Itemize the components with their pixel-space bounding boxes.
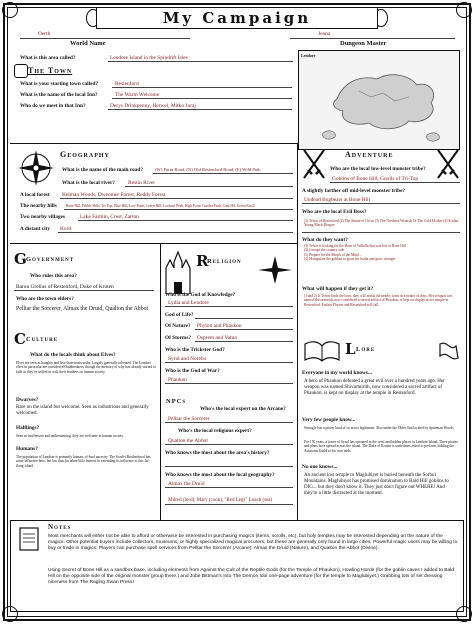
- dwarves-label: Dwarves?: [16, 397, 39, 403]
- want-item: (3) Prepare for the Mouth of the Mind...: [304, 252, 362, 257]
- notes-heading: Notes: [48, 523, 72, 531]
- halflings-label: Halflings?: [16, 425, 40, 431]
- hills-line: [64, 209, 293, 210]
- road-label: What is the name of the main road?: [62, 167, 143, 173]
- divider: [10, 243, 297, 244]
- compass-rose-icon: [16, 148, 56, 188]
- dm-line: [290, 38, 455, 39]
- river-line: [125, 186, 293, 187]
- rules-label: Who rules this area?: [30, 273, 77, 279]
- few-value-2[interactable]: For 150 years, a tower of Syrul has operated in the crest and hidden places in Lendore Island. Three pirates and plans have spread across the island. The Duke of Kroten is sometimes asked to perform, bidding the Assassins Guild to his own ends.: [304, 440, 458, 453]
- want-list[interactable]: [304, 244, 460, 262]
- forest-label: A local forest: [20, 192, 50, 198]
- arcane-value[interactable]: Pelltar the Sorcerer: [168, 416, 210, 422]
- government-heading: Government: [26, 256, 75, 263]
- storms-label: Of Storms?: [165, 335, 192, 341]
- tribe-value[interactable]: Goblins of Bone Hill, Gnolls of Tri-Top: [332, 176, 419, 182]
- religious-line: [165, 444, 293, 445]
- npcs-heading: NPCs: [166, 398, 187, 405]
- religious-value[interactable]: Qualton the Abbot: [168, 438, 208, 444]
- villages-line: [78, 220, 293, 221]
- culture-dropcap: C: [14, 330, 26, 348]
- notes-paragraph-1[interactable]: Most merchants will either not be able to afford or otherwise be interested in purchasing magics (items, scrolls, etc), but holy temples may be interested depending on the nature of the magics. Other potential buyers include collectors, museums, or highly specialized magical procurers, but these are generally only found in large cities. Powerful magic users may be willing to buy or trade in magics. Players can purchase spell services from Pelltar the Sorcerer (Arcane), Almax the Druid (Nature), and Qualton the Abbot (Divine).: [48, 534, 458, 551]
- halflings-value[interactable]: Seen as inoffensive and unthreatening, they are welcome in human society.: [16, 434, 124, 438]
- arcane-label: Who's the local expert on the Arcane?: [200, 406, 286, 412]
- boss-line: [302, 232, 460, 233]
- scroll-icon: [14, 524, 44, 554]
- tribe-line: [330, 182, 460, 183]
- dm-label: Dungeon Master: [340, 40, 387, 47]
- area-value[interactable]: Lendore Island in the Spindrift Isles: [110, 55, 188, 61]
- map-label: Lendore: [301, 53, 316, 58]
- forest-value[interactable]: Kelman Woods, Dweomer Forest, Reddy Forest: [62, 192, 166, 198]
- town-name-value[interactable]: Restenford: [115, 81, 139, 87]
- compass-star-icon: [258, 256, 292, 284]
- corner-ornament-tr: [456, 2, 472, 18]
- religious-label: Who's the local religious expert?: [178, 428, 252, 434]
- town-name-line: [112, 87, 292, 88]
- area-line: [108, 61, 293, 62]
- city-label: A distant city: [20, 226, 51, 232]
- forest-line: [60, 198, 293, 199]
- want-item: (2) Corrupt the country side: [304, 248, 345, 253]
- war-line: [165, 383, 293, 384]
- meet-line: [108, 109, 292, 110]
- slightly-line: [302, 203, 460, 204]
- trickster-value[interactable]: Syrul and Norebo: [168, 356, 207, 362]
- everyone-value[interactable]: A hero of Phaukon defeated a great evil over a hundred years ago. Her weapon was named Shivarmirith, now considered a sacred artifact of Phaukon, is kept on display at the temple in Restenford.: [304, 379, 445, 396]
- rules-line: [14, 290, 154, 291]
- npc-extra-line: [165, 504, 293, 505]
- river-value[interactable]: Restin River: [128, 180, 156, 186]
- boss-label: Who are the local Evil Boss?: [302, 209, 367, 215]
- want-item: (4) Manipulate the goblins to grow his horde and grow stronger: [304, 257, 396, 262]
- notes-paragraph-2[interactable]: Using Secret of Bone Hill as a sandbox base, including elements from Against the Cult of the Reptile Gods (for the Temple of Phaukon), Howling Horde (for the goblin caves I added to Bald Hill on the opposite side of the original monster group there.) and Jobe Bittman's Into The Demon Idol one-page adventure (for the temple to Maglubiyet.) Grabbing lots of set dressing niceness from The Raging Swan Press!: [48, 568, 455, 585]
- town-heading: The Town: [28, 66, 73, 75]
- nature-label: Of Nature?: [165, 323, 191, 329]
- none-label: No one knows...: [302, 464, 338, 470]
- rules-value[interactable]: Baron Grellus of Restenford, Duke of Kroten: [16, 284, 114, 290]
- area-label: What is this area called?: [20, 55, 76, 61]
- storms-value[interactable]: Osprem and Vatun: [197, 335, 238, 341]
- open-book-icon: [303, 340, 341, 362]
- none-value[interactable]: An ancient lost temple to Maglubiyet is buried beneath the Sorbul Mountains. Maglubiyet has promised domination to Bald Hill goblins to DIG... but they don't know it. They just don't figure out WHERE! And they're a little distracted at the moment.: [304, 473, 449, 496]
- happen-label: What will happen if they get it?: [302, 286, 374, 292]
- divider: [297, 243, 298, 520]
- knowledge-value[interactable]: Lydia and Lendore: [168, 300, 209, 306]
- geography-heading: Geography: [60, 150, 110, 159]
- arcane-line: [165, 422, 293, 423]
- humans-value[interactable]: The population of Lendore is primarily human, of Suel ancestry. The Scarlet Brotherhood has some influence here, but has thus far taken little interest in extending its influence to this far-flung island.: [16, 455, 151, 468]
- island-map: [299, 51, 459, 149]
- elves-label: What do the locals think about Elves?: [30, 352, 116, 358]
- slightly-value[interactable]: Undead Bugbears at Bone Hill: [304, 197, 371, 203]
- humans-label: Humans?: [16, 446, 38, 452]
- road-value[interactable]: (W) Farm Road, (N) Old Restenford Road, (E) Wild Path: [155, 167, 261, 172]
- page-title: My Campaign: [162, 9, 312, 27]
- geo-expert-label: Who knows the most about the local geography?: [165, 472, 275, 478]
- elders-label: Who are the town elders?: [16, 296, 74, 302]
- religion-heading: Religion: [207, 258, 242, 265]
- culture-heading: Culture: [26, 336, 59, 343]
- title-banner: [96, 7, 378, 29]
- villages-label: Two nearby villages: [20, 214, 65, 220]
- tribe-label: Who are the local low-level monster tribe?: [330, 166, 426, 172]
- meet-label: Who do we meet in that Inn?: [20, 103, 86, 109]
- river-label: What is the local river?: [62, 180, 115, 186]
- lore-dropcap: L: [345, 340, 356, 358]
- map-box[interactable]: [298, 50, 460, 150]
- lore-heading: Lore: [356, 346, 376, 353]
- religion-dropcap: R: [196, 252, 209, 270]
- hills-value[interactable]: Bone Hill, Pebble Hills, Tri-Top, Blue Hill, Low Point, Green Hill, Lookout Peak, High Point, Garden Peak, Cant Hil, Green Knoll: [66, 204, 255, 208]
- elves-value[interactable]: Elves are seen as haughty and less-than-trustworthy. Largely generally tolerated. The Lendore elves in particular are considered Oathbreakers, though the memory of why has already started to fade as they've settled in with their brothers on human society.: [16, 361, 156, 374]
- crossed-swords-icon: [302, 148, 326, 180]
- crossed-swords-icon: [436, 148, 460, 180]
- castle-icon: [160, 250, 192, 294]
- nature-value[interactable]: Phyton and Phaukon: [197, 323, 242, 329]
- nature-line: [195, 329, 293, 330]
- city-value[interactable]: Kord: [60, 226, 72, 232]
- inn-value[interactable]: The Warm Welcome: [115, 92, 160, 98]
- trickster-label: Who is the Trickster God?: [165, 347, 225, 353]
- geo-expert-value[interactable]: Almax the Druid: [168, 481, 205, 487]
- world-line: [20, 38, 190, 39]
- boss-value[interactable]: (1) Telvar of Restenford (2) The Shrine of Orcus (3) The Northern Wizards Or The Cold Mother (4) Scalite, Young Black Dragon: [304, 219, 460, 228]
- few-label: Very few people know...: [302, 417, 356, 423]
- meet-value[interactable]: Derys Drinkpenny, Herwel, Mitko Juraj: [110, 103, 196, 109]
- town-name-label: What is your starting town called?: [20, 81, 99, 87]
- road-line: [153, 173, 293, 174]
- few-value[interactable]: Strongly has a power kind of so in not legitimate. Also under the Older Sun located by Spiteman Woods: [304, 426, 454, 430]
- want-label: What do they want?: [302, 237, 348, 243]
- happen-value[interactable]: (1 and 2) If Telvar finds the horn, they will attack the nearby town in a matter of days. Her weapon was named Shivarmirith, now considered a sacred artifact of Phaukon, is kept on display at the temple in Restenford. Further Phyton and Restenford will fall.: [304, 294, 453, 307]
- divider: [10, 143, 297, 144]
- knowledge-label: Who is the God of Knowledge?: [165, 292, 236, 298]
- storms-line: [195, 341, 293, 342]
- slightly-label: A slightly farther off mid-level monster tribe?: [302, 188, 406, 194]
- corner-ornament-tl: [2, 2, 18, 18]
- government-dropcap: G: [14, 250, 27, 268]
- world-name-value[interactable]: Oerth: [38, 31, 51, 37]
- dm-value[interactable]: Jenna: [318, 31, 331, 37]
- want-item: (1) Telvar is looking for the Horn of Valhalla that was lost at Bone Hill: [304, 244, 406, 248]
- elders-value[interactable]: Pelltar the Sorcerer, Almax the Druid, Qualton the Abbot: [16, 306, 149, 312]
- war-value[interactable]: Phaukon: [168, 377, 187, 383]
- villages-value[interactable]: Lake Farmin, Crest, Zarton: [80, 214, 139, 220]
- geo-expert-line: [165, 487, 293, 488]
- everyone-label: Everyone in my world knows...: [302, 370, 372, 376]
- dwarves-value[interactable]: Rare on the island but welcome. Seen as industrious and generally welcomed.: [16, 405, 149, 416]
- divider: [297, 143, 298, 243]
- war-label: Who is the God of War?: [165, 368, 220, 374]
- inn-line: [112, 98, 292, 99]
- history-line: [165, 466, 293, 467]
- history-label: Who knows the most about the area's history?: [165, 450, 270, 456]
- hills-label: The nearby hills: [20, 203, 57, 209]
- city-line: [58, 232, 293, 233]
- knowledge-line: [165, 306, 293, 307]
- town-dropcap-frame: [14, 64, 28, 78]
- ribbon-icon: [436, 340, 460, 364]
- adventure-heading: Adventure: [345, 150, 394, 159]
- inn-label: What is the name of the local Inn?: [20, 92, 98, 98]
- trickster-line: [165, 362, 293, 363]
- life-line: [195, 318, 293, 319]
- npc-extra-value[interactable]: Milred (lord), Mary (cook), "Red Legs" Loach (sea): [168, 498, 273, 503]
- world-name-label: World Name: [70, 40, 106, 47]
- life-label: God of Life?: [165, 312, 194, 318]
- divider: [160, 243, 161, 520]
